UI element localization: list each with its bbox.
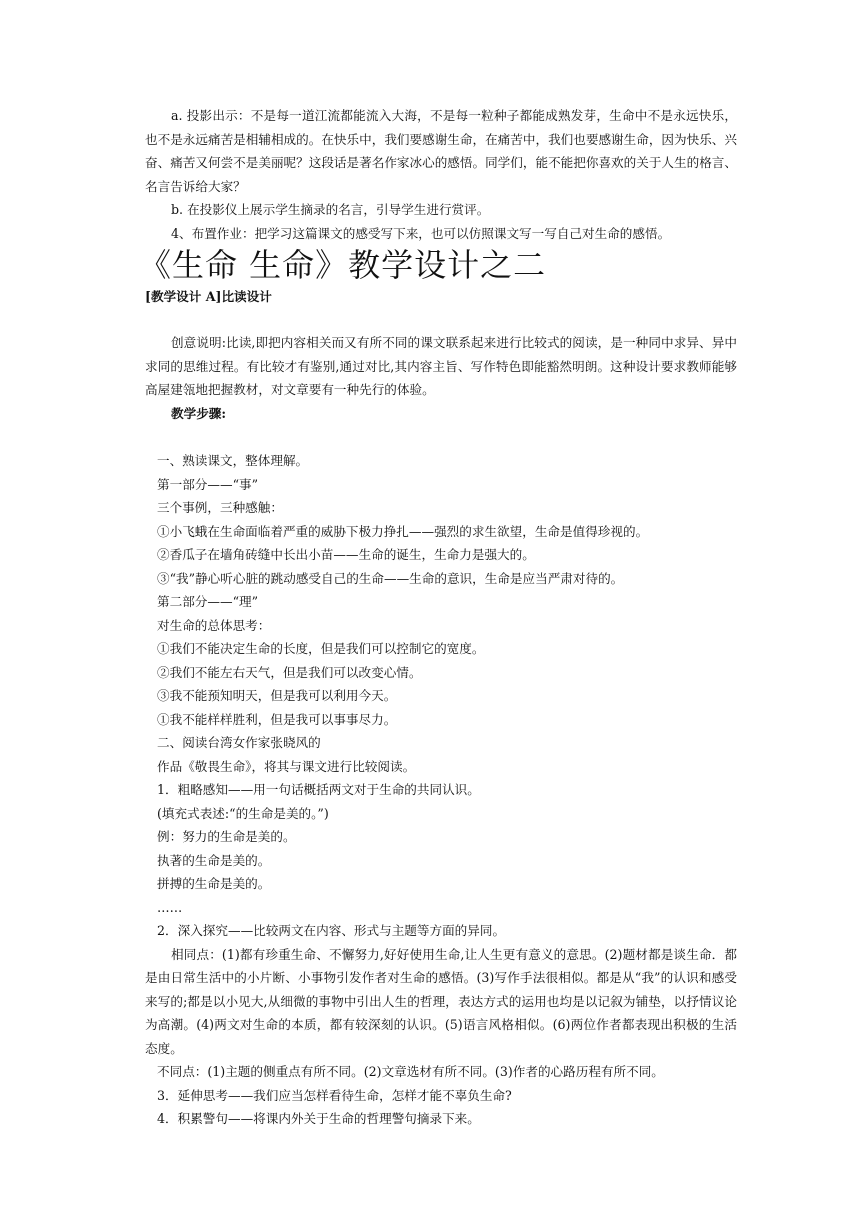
list-line: 2．深入探究——比较两文在内容、形式与主题等方面的异同。 — [157, 923, 506, 938]
list-line: ③我不能预知明天，但是我可以利用今天。 — [157, 688, 397, 703]
list-line: 执著的生命是美的。 — [157, 852, 271, 868]
steps-list-part1 — [145, 449, 737, 943]
list-line: 作品《敬畏生命》，将其与课文进行比较阅读。 — [157, 758, 416, 774]
steps-heading: 教学步骤: — [171, 405, 227, 421]
same-points-paragraph: 相同点：(1)都有珍重生命、不懈努力,好好使用生命,让人生更有意义的意思。(2)题材都是谈生命．都是由日常生活中的小片断、小事物引发作者对生命的感悟。(3)写作手法很相似。都是从“我”的认识和感受来写的;都是以小见大,从细微的事物中引出人生的哲理，表达方式的运用也均是以记叙为铺垫，以抒情议论为高潮。(4)两文对生命的本质，都有较深刻的认识。(5)语言风格相似。(6)两位作者都表现出积极的生活态度。 — [145, 946, 737, 1056]
list-line: 4．积累警句——将课内外关于生命的哲理警句摘录下来。 — [157, 1111, 480, 1126]
list-line: 第二部分——“理” — [157, 594, 259, 609]
paragraph-homework: 4、布置作业：把学习这篇课文的感受写下来，也可以仿照课文写一写自己对生命的感悟。 — [171, 225, 671, 241]
intro-paragraph: 创意说明:比读,即把内容相关而又有所不同的课文联系起来进行比较式的阅读，是一种同中求异、异中求同的思维过程。有比较才有鉴别,通过对比,其内容主旨、写作特色即能豁然明朗。这种设计要求教师能够高屋建瓴地把握教材，对文章要有一种先行的体验。 — [145, 335, 737, 397]
section-subtitle: [教学设计 A]比读设计 — [145, 289, 272, 304]
list-line: 二、阅读台湾女作家张晓风的 — [157, 735, 321, 750]
page-title: 《生命 生命》教学设计之二 — [139, 246, 547, 284]
paragraph-a: a. 投影出示：不是每一道江流都能流入大海，不是每一粒种子都能成熟发芽，生命中不是永远快乐，也不是永远痛苦是相辅相成的。在快乐中，我们要感谢生命，在痛苦中，我们也要感谢生命，因为快乐、兴奋、痛苦又何尝不是美丽呢？这段话是著名作家冰心的感悟。同学们，能不能把你喜欢的关于人生的格言、名言告诉给大家？ — [145, 108, 737, 194]
list-line: ③“我”静心听心脏的跳动感受自己的生命——生命的意识，生命是应当严肃对待的。 — [157, 570, 624, 586]
list-line: 例：努力的生命是美的。 — [157, 829, 296, 844]
list-line: ①我不能样样胜利，但是我可以事事尽力。 — [157, 711, 397, 727]
paragraph-b: b. 在投影仪上展示学生摘录的名言，引导学生进行赏评。 — [171, 202, 490, 217]
list-line: 不同点：(1)主题的侧重点有所不同。(2)文章选材有所不同。(3)作者的心路历程有所不同。 — [157, 1064, 664, 1079]
document-body — [139, 104, 737, 1131]
list-line: ②香瓜子在墙角砖缝中长出小苗——生命的诞生，生命力是强大的。 — [157, 547, 535, 562]
list-line: 第一部分——“事” — [157, 476, 259, 492]
list-line: 一、熟读课文，整体理解。 — [157, 453, 309, 468]
list-line: ①我们不能决定生命的长度，但是我们可以控制它的宽度。 — [157, 641, 485, 656]
steps-list-part2 — [145, 1060, 737, 1131]
list-line: 对生命的总体思考： — [157, 617, 271, 633]
list-line: (填充式表述:“的生命是美的。”) — [157, 805, 329, 821]
list-line: ②我们不能左右天气，但是我们可以改变心情。 — [157, 664, 422, 680]
list-line: 1．粗略感知——用一句话概括两文对于生命的共同认识。 — [157, 782, 480, 797]
list-line: 3．延伸思考——我们应当怎样看待生命，怎样才能不辜负生命? — [157, 1087, 512, 1103]
list-line: ①小飞蛾在生命面临着严重的威胁下极力挣扎——强烈的求生欲望，生命是值得珍视的。 — [157, 523, 649, 539]
list-line: 拼搏的生命是美的。 — [157, 876, 271, 891]
list-line: 三个事例，三种感触： — [157, 500, 283, 515]
list-line: …… — [157, 899, 183, 915]
